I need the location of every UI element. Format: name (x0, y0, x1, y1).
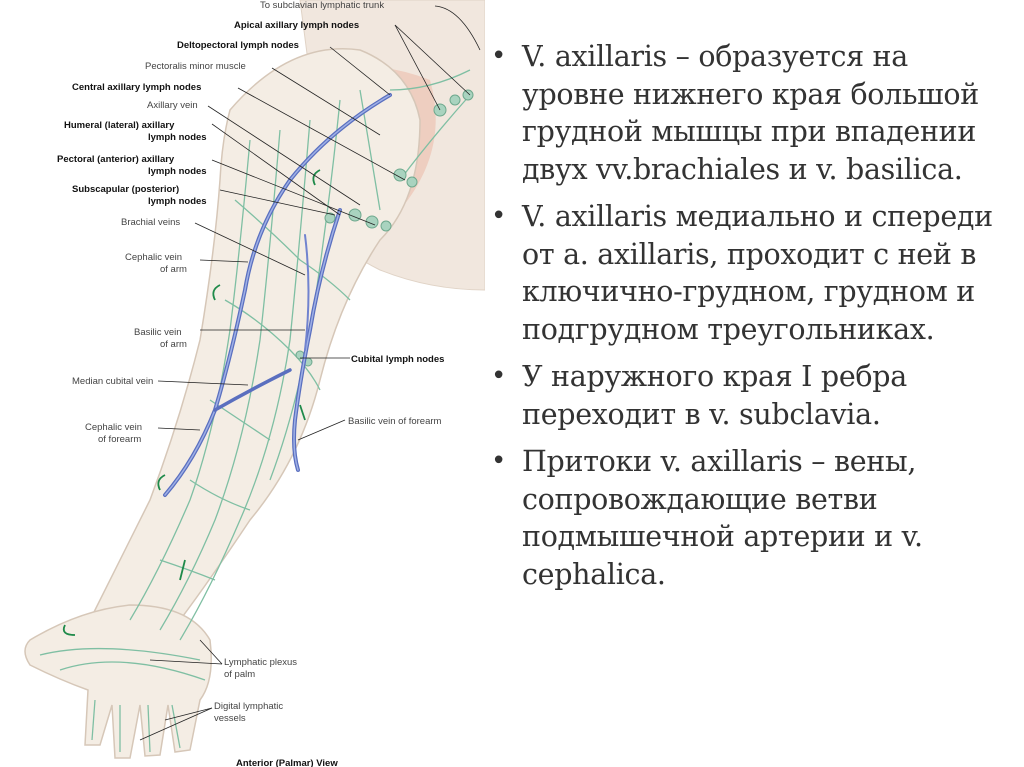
label-subscapular-nodes-1: Subscapular (posterior) (72, 184, 180, 195)
bullet-text: У наружного края I ребра переходит в v. subclavia. (522, 360, 907, 431)
anatomical-figure (0, 0, 485, 767)
label-deltopectoral-nodes: Deltopectoral lymph nodes (177, 40, 299, 51)
label-cephalic-forearm-1: Cephalic vein (85, 422, 143, 433)
bullet-symbol: • (491, 446, 507, 476)
label-basilic-forearm: Basilic vein of forearm (348, 416, 442, 427)
label-cubital-nodes: Cubital lymph nodes (351, 354, 445, 365)
bullet-symbol: • (491, 361, 507, 391)
label-pectoral-nodes-1: Pectoral (anterior) axillary (57, 154, 175, 165)
label-cephalic-arm-2: of arm (160, 264, 187, 275)
label-subclavian-trunk: To subclavian lymphatic trunk (260, 0, 385, 11)
bullet-list (488, 38, 1018, 603)
arm-shape (90, 49, 420, 630)
label-basilic-arm-2: of arm (160, 339, 187, 350)
label-humeral-nodes-2: lymph nodes (148, 132, 207, 143)
label-plexus-palm-2: of palm (224, 669, 256, 680)
bullet-symbol: • (491, 41, 507, 71)
label-cephalic-forearm-2: of forearm (98, 434, 142, 445)
arm-lymphatics-illustration (0, 0, 485, 767)
bullet-item (488, 38, 1018, 188)
label-subscapular-nodes-2: lymph nodes (148, 196, 207, 207)
label-basilic-arm-1: Basilic vein (134, 327, 182, 338)
label-central-nodes: Central axillary lymph nodes (72, 82, 202, 93)
label-median-cubital: Median cubital vein (72, 376, 154, 387)
label-pectoralis-minor: Pectoralis minor muscle (145, 61, 246, 72)
bullet-text: V. axillaris медиально и спереди от a. axillaris, проходит с ней в ключично-грудном, грудном и подгрудном треугольниках. (522, 200, 993, 346)
bullet-item (488, 198, 1018, 348)
bullet-symbol: • (491, 201, 507, 231)
bullet-text: V. axillaris – образуется на уровне нижнего края большой грудной мышцы при впадении двух vv.brachiales и v. basilica. (522, 40, 979, 186)
label-apical-nodes: Apical axillary lymph nodes (234, 20, 360, 31)
bullet-item (488, 443, 1018, 593)
bullet-text: Притоки v. axillaris – вены, сопровождающие ветви подмышечной артерии и v. cephalica. (522, 445, 923, 591)
label-digital-vessels-2: vessels (214, 713, 246, 724)
label-cephalic-arm-1: Cephalic vein (125, 252, 183, 263)
label-digital-vessels-1: Digital lymphatic (214, 701, 284, 712)
label-brachial-veins: Brachial veins (121, 217, 181, 228)
hand-shape (25, 605, 211, 758)
label-pectoral-nodes-2: lymph nodes (148, 166, 207, 177)
label-plexus-palm-1: Lymphatic plexus (224, 657, 298, 668)
bullet-item (488, 358, 1018, 433)
label-view: Anterior (Palmar) View (236, 758, 338, 767)
label-humeral-nodes-1: Humeral (lateral) axillary (64, 120, 175, 131)
label-axillary-vein: Axillary vein (147, 100, 198, 111)
